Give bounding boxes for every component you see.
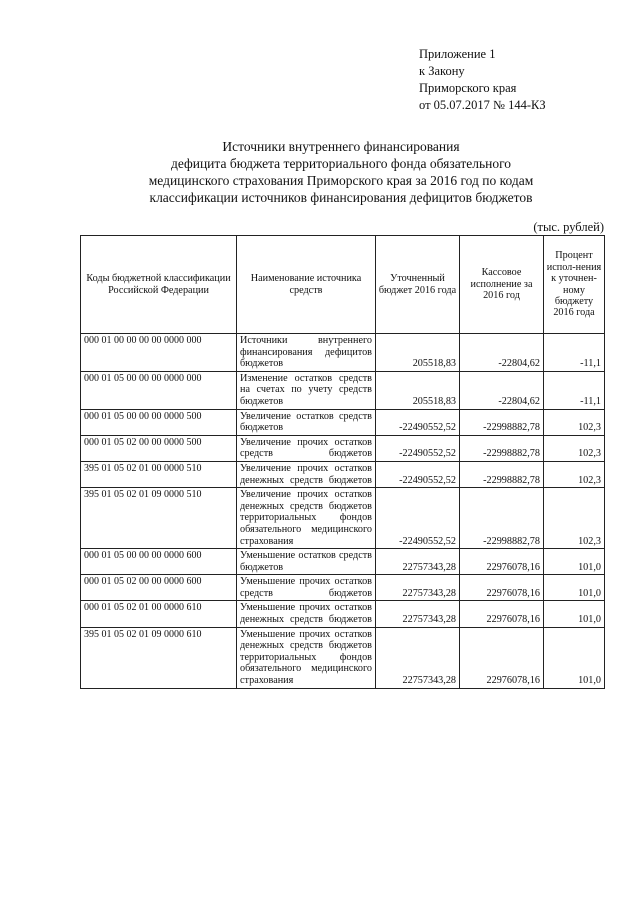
row-cash: -22998882,78: [460, 409, 544, 435]
table-row: [81, 549, 605, 575]
row-budget: 205518,83: [376, 334, 460, 372]
financing-sources-table: [80, 235, 605, 689]
row-code: 395 01 05 02 01 09 0000 610: [81, 627, 237, 688]
table-row: [81, 334, 605, 372]
row-cash: -22998882,78: [460, 488, 544, 549]
appendix-header: [419, 46, 546, 114]
header-cash: Кассовое исполнение за 2016 год: [460, 236, 544, 334]
appendix-line-3: Приморского края: [419, 81, 517, 95]
row-code: 000 01 05 00 00 00 0000 600: [81, 549, 237, 575]
header-name: Наименование источника средств: [237, 236, 376, 334]
row-code: 000 01 05 00 00 00 0000 500: [81, 409, 237, 435]
table-row: [81, 488, 605, 549]
table-body: [81, 334, 605, 689]
table-row: [81, 371, 605, 409]
row-cash: -22804,62: [460, 334, 544, 372]
row-budget: 22757343,28: [376, 601, 460, 627]
row-code: 000 01 05 02 00 00 0000 500: [81, 435, 237, 461]
row-budget: 22757343,28: [376, 627, 460, 688]
appendix-line-2: к Закону: [419, 64, 465, 78]
row-code: 000 01 00 00 00 00 0000 000: [81, 334, 237, 372]
appendix-line-1: Приложение 1: [419, 47, 496, 61]
table-row: [81, 601, 605, 627]
row-percent: 101,0: [544, 575, 605, 601]
header-code: Коды бюджетной классификации Российской Федерации: [81, 236, 237, 334]
table-row: [81, 575, 605, 601]
row-percent: -11,1: [544, 371, 605, 409]
row-percent: 102,3: [544, 488, 605, 549]
row-budget: 205518,83: [376, 371, 460, 409]
row-budget: -22490552,52: [376, 488, 460, 549]
row-cash: 22976078,16: [460, 601, 544, 627]
row-percent: 102,3: [544, 409, 605, 435]
row-percent: 101,0: [544, 627, 605, 688]
table-header-row: [81, 236, 605, 334]
row-percent: 101,0: [544, 601, 605, 627]
units-label: (тыс. рублей): [533, 220, 604, 234]
table-row: [81, 461, 605, 487]
row-code: 000 01 05 02 01 00 0000 610: [81, 601, 237, 627]
table-row: [81, 409, 605, 435]
row-name: Увеличение прочих остатков денежных средств бюджетов территориальных фондов обязательного медицинского страхования: [237, 488, 376, 549]
row-budget: 22757343,28: [376, 549, 460, 575]
row-name: Увеличение остатков средств бюджетов: [237, 409, 376, 435]
row-percent: 101,0: [544, 549, 605, 575]
row-budget: 22757343,28: [376, 575, 460, 601]
title-line-3: медицинского страхования Приморского края за 2016 год по кодам: [148, 173, 534, 188]
row-name: Уменьшение остатков средств бюджетов: [237, 549, 376, 575]
table-row: [81, 435, 605, 461]
appendix-line-4: от 05.07.2017 № 144-КЗ: [419, 98, 546, 112]
row-budget: -22490552,52: [376, 435, 460, 461]
row-cash: -22804,62: [460, 371, 544, 409]
row-name: Изменение остатков средств на счетах по учету средств бюджетов: [237, 371, 376, 409]
row-code: 000 01 05 02 00 00 0000 600: [81, 575, 237, 601]
row-cash: -22998882,78: [460, 435, 544, 461]
row-code: 395 01 05 02 01 00 0000 510: [81, 461, 237, 487]
header-percent: Процент испол-нения к уточнен-ному бюджету 2016 года: [544, 236, 605, 334]
row-code: 000 01 05 00 00 00 0000 000: [81, 371, 237, 409]
row-cash: 22976078,16: [460, 627, 544, 688]
table-row: [81, 627, 605, 688]
row-code: 395 01 05 02 01 09 0000 510: [81, 488, 237, 549]
header-budget: Уточненный бюджет 2016 года: [376, 236, 460, 334]
row-cash: 22976078,16: [460, 549, 544, 575]
row-cash: 22976078,16: [460, 575, 544, 601]
title-line-1: Источники внутреннего финансирования: [222, 139, 460, 154]
row-budget: -22490552,52: [376, 409, 460, 435]
row-name: Уменьшение прочих остатков денежных средств бюджетов: [237, 601, 376, 627]
row-name: Уменьшение прочих остатков денежных средств бюджетов территориальных фондов обязательного медицинского страхования: [237, 627, 376, 688]
row-percent: 102,3: [544, 435, 605, 461]
row-cash: -22998882,78: [460, 461, 544, 487]
row-name: Уменьшение прочих остатков средств бюджетов: [237, 575, 376, 601]
row-percent: -11,1: [544, 334, 605, 372]
row-name: Увеличение прочих остатков денежных средств бюджетов: [237, 461, 376, 487]
title-line-4: классификации источников финансирования дефицитов бюджетов: [149, 190, 533, 205]
document-title: [60, 138, 622, 206]
row-budget: -22490552,52: [376, 461, 460, 487]
row-name: Источники внутреннего финансирования дефицитов бюджетов: [237, 334, 376, 372]
row-name: Увеличение прочих остатков средств бюджетов: [237, 435, 376, 461]
title-line-2: дефицита бюджета территориального фонда обязательного: [170, 156, 512, 171]
row-percent: 102,3: [544, 461, 605, 487]
